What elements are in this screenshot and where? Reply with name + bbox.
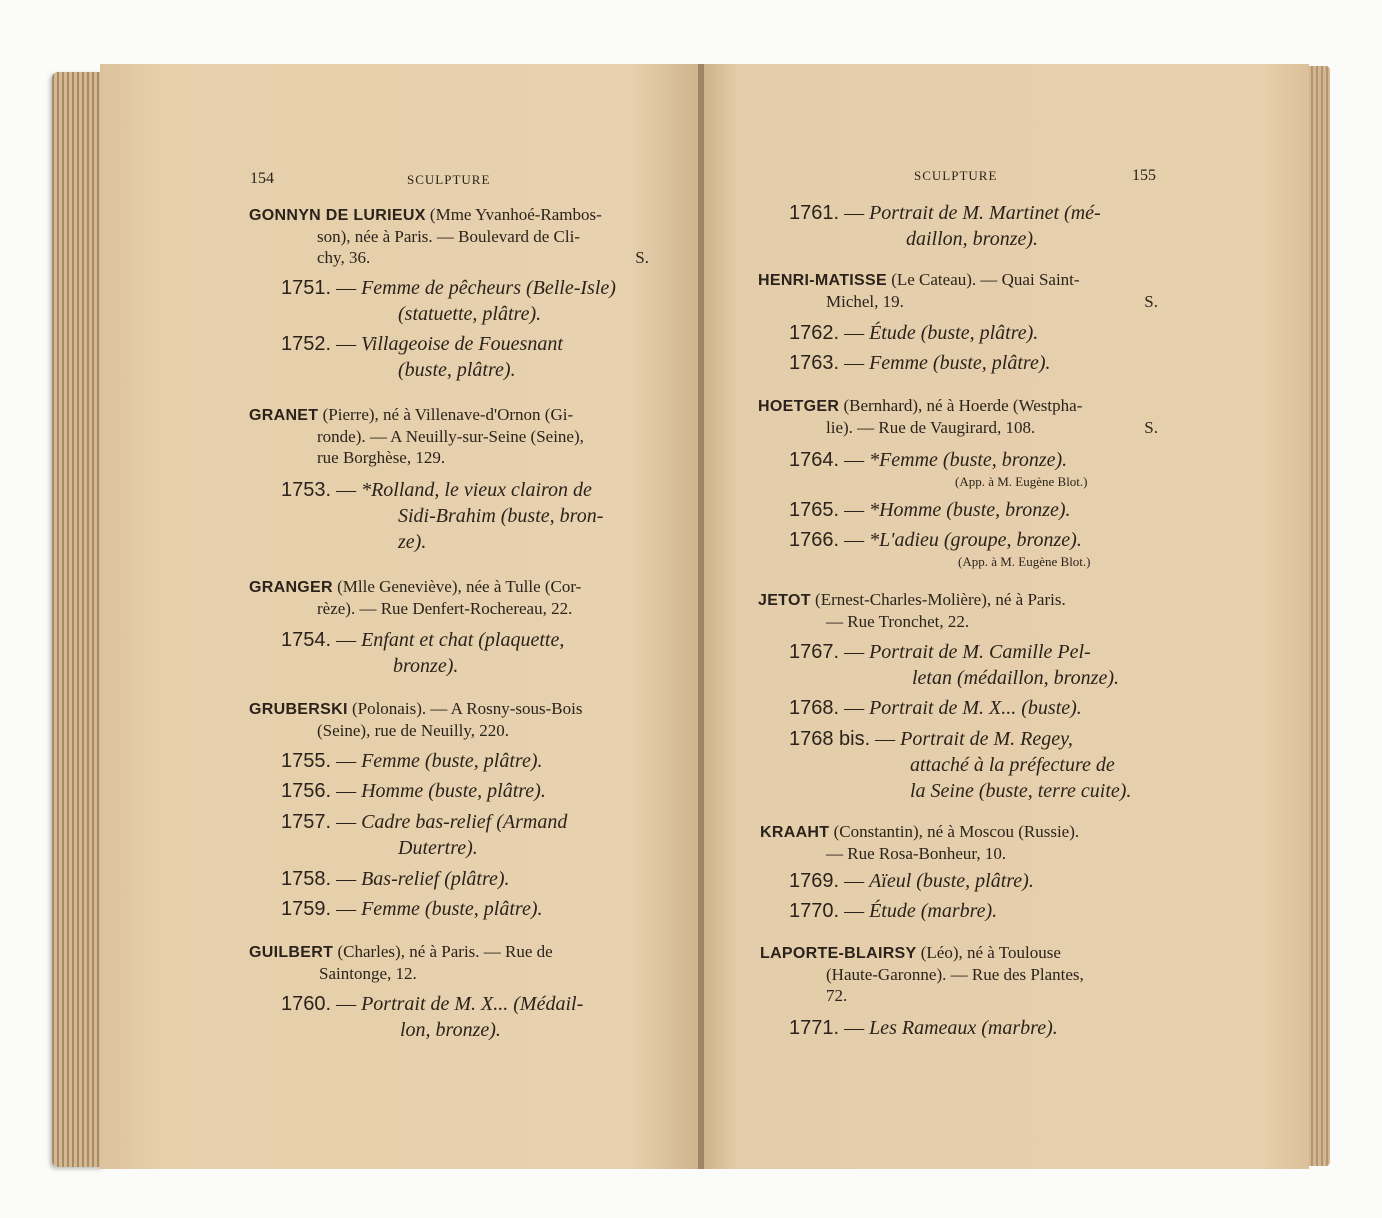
work-item: 1753. — *Rolland, le vieux clairon de	[281, 479, 592, 501]
page-number-right: 155	[1132, 167, 1156, 184]
artist-name: LAPORTE-BLAIRSY	[760, 945, 917, 962]
work-item: 1764. — *Femme (buste, bronze).	[789, 449, 1068, 471]
work-item: 1766. — *L'adieu (groupe, bronze).	[789, 529, 1082, 551]
artist-name: HENRI-MATISSE	[758, 272, 887, 289]
exhibitor-mark: S.	[1144, 418, 1158, 437]
page-edges-left	[52, 72, 104, 1167]
work-item: 1768 bis. — Portrait de M. Regey,	[789, 728, 1073, 750]
work-item: 1771. — Les Rameaux (marbre).	[789, 1017, 1058, 1039]
work-item: 1757. — Cadre bas-relief (Armand	[281, 811, 568, 833]
work-item: 1756. — Homme (buste, plâtre).	[281, 780, 546, 802]
work-item: 1755. — Femme (buste, plâtre).	[281, 750, 543, 772]
work-item: 1763. — Femme (buste, plâtre).	[789, 352, 1051, 374]
ownership-note: (App. à M. Eugène Blot.)	[958, 554, 1091, 569]
artist-entry: KRAAHT (Constantin), né à Moscou (Russie). — Rue Rosa-Bonheur, 10.	[760, 822, 1080, 863]
book-gutter	[698, 64, 704, 1169]
work-item: 1754. — Enfant et chat (plaquette,	[281, 629, 565, 651]
work-item: 1769. — Aïeul (buste, plâtre).	[789, 870, 1034, 892]
artist-name: GRANET	[249, 407, 319, 424]
artist-name: GUILBERT	[249, 944, 334, 961]
artist-entry: GRUBERSKI (Polonais). — A Rosny-sous-Bois (Seine), rue de Neuilly, 220.	[249, 699, 583, 740]
artist-name: GONNYN DE LURIEUX	[249, 207, 426, 224]
work-item: 1760. — Portrait de M. X... (Médail-	[281, 993, 584, 1015]
page-edges-right	[1308, 66, 1330, 1166]
artist-entry: HENRI-MATISSE (Le Cateau). — Quai Saint- Michel, 19. S.	[758, 270, 1158, 311]
artist-entry: GRANGER (Mlle Geneviève), née à Tulle (Cor- rèze). — Rue Denfert-Rochereau, 22.	[249, 577, 582, 618]
running-head-left: SCULPTURE	[407, 172, 491, 187]
work-item: 1759. — Femme (buste, plâtre).	[281, 898, 543, 920]
work-item: 1765. — *Homme (buste, bronze).	[789, 499, 1071, 521]
artist-name: HOETGER	[758, 398, 840, 415]
work-item: 1758. — Bas-relief (plâtre).	[281, 868, 510, 890]
artist-name: KRAAHT	[760, 824, 830, 841]
work-item: 1752. — Villageoise de Fouesnant	[281, 333, 563, 355]
artist-entry: HOETGER (Bernhard), né à Hoerde (Westpha- lie). — Rue de Vaugirard, 108. S.	[758, 396, 1158, 437]
running-head-right: SCULPTURE	[914, 168, 998, 183]
artist-entry: GONNYN DE LURIEUX (Mme Yvanhoé-Rambos- son), née à Paris. — Boulevard de Cli- chy, 36. S.	[249, 205, 649, 267]
artist-entry: GRANET (Pierre), né à Villenave-d'Ornon (Gi- ronde). — A Neuilly-sur-Seine (Seine), rue Borghèse, 129.	[249, 405, 584, 467]
page-number-left: 154	[250, 170, 274, 187]
exhibitor-mark: S.	[1144, 292, 1158, 311]
artist-entry: GUILBERT (Charles), né à Paris. — Rue de Saintonge, 12.	[249, 942, 553, 983]
work-item: 1767. — Portrait de M. Camille Pel-	[789, 641, 1091, 663]
ownership-note: (App. à M. Eugène Blot.)	[955, 474, 1088, 489]
work-item: 1770. — Étude (marbre).	[789, 900, 998, 922]
artist-name: GRANGER	[249, 579, 333, 596]
exhibitor-mark: S.	[635, 248, 649, 267]
work-item: 1761. — Portrait de M. Martinet (mé-	[789, 202, 1101, 224]
work-item: 1762. — Étude (buste, plâtre).	[789, 322, 1039, 344]
artist-entry: LAPORTE-BLAIRSY (Léo), né à Toulouse (Haute-Garonne). — Rue des Plantes, 72.	[760, 943, 1084, 1005]
artist-name: GRUBERSKI	[249, 701, 348, 718]
work-item: 1751. — Femme de pêcheurs (Belle-Isle)	[281, 277, 616, 299]
work-item: 1768. — Portrait de M. X... (buste).	[789, 697, 1082, 719]
artist-entry: JETOT (Ernest-Charles-Molière), né à Paris. — Rue Tronchet, 22.	[758, 590, 1066, 631]
artist-name: JETOT	[758, 592, 811, 609]
